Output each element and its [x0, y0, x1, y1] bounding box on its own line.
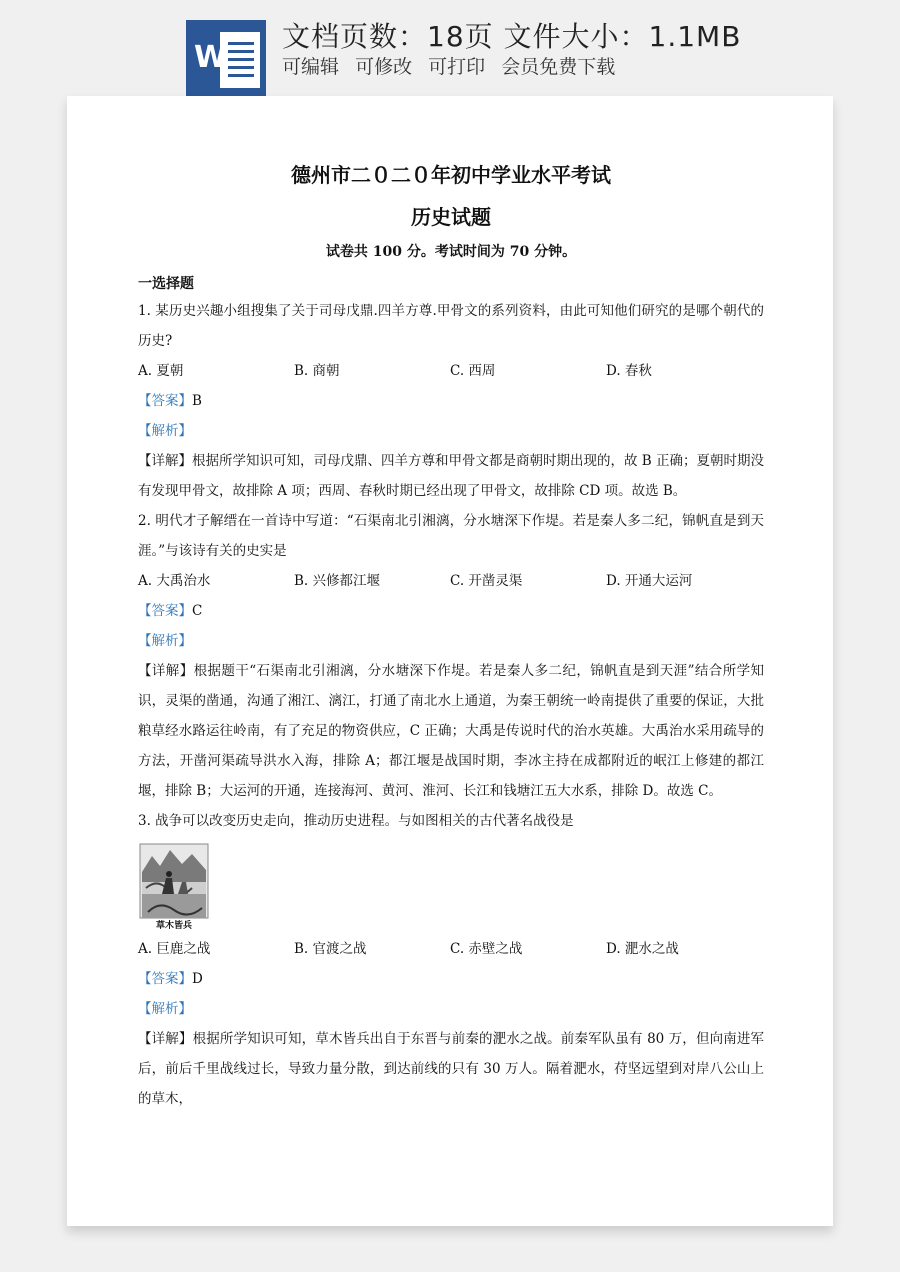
option-b: B. 兴修都江堰	[294, 573, 381, 589]
question-3-answer: 【答案】D	[138, 971, 203, 987]
option-a: A. 大禹治水	[138, 573, 211, 589]
download-banner	[0, 0, 900, 96]
option-a: A. 巨鹿之战	[138, 941, 211, 957]
option-d: D. 春秋	[606, 363, 652, 379]
question-1-answer: 【答案】B	[138, 393, 202, 409]
word-document-icon: W	[186, 20, 266, 96]
exam-title: 德州市二０二０年初中学业水平考试	[291, 163, 611, 187]
question-2-options	[138, 566, 764, 596]
file-info-title: 文档页数：18页 文件大小：1.1MB	[282, 20, 742, 53]
option-c: C. 赤壁之战	[450, 941, 523, 957]
question-3-analysis: 【解析】	[138, 1001, 192, 1017]
question-1-analysis: 【解析】	[138, 423, 192, 439]
figure-caption: 草木皆兵	[155, 921, 192, 931]
feature-printable: 可打印	[428, 56, 486, 78]
question-3-detail: 【详解】根据所学知识可知，草木皆兵出自于东晋与前秦的淝水之战。前秦军队虽有 80 万，但向南进军后，前后千里战线过长，导致力量分散，到达前线的只有 30 万人。隔着淝水，苻坚远望到对岸八公山上的草木，	[138, 1031, 765, 1107]
question-2-stem: 2. 明代才子解缙在一首诗中写道：“石渠南北引湘漓，分水塘深下作堤。若是秦人多二纪，锦帆直是到天涯。”与该诗有关的史实是	[138, 513, 764, 559]
question-2-detail: 【详解】根据题干“石渠南北引湘漓，分水塘深下作堤。若是秦人多二纪，锦帆直是到天涯”结合所学知识，灵渠的凿通，沟通了湘江、漓江，打通了南北水上通道，为秦王朝统一岭南提供了重要的保证，大批粮草经水路运往岭南，有了充足的物资供应，C 正确；大禹是传说时代的治水英雄。大禹治水采用疏导的方法，开凿河渠疏导洪水入海，排除 A；都江堰是战国时期，李冰主持在成都附近的岷江上修建的都江堰，排除 B；大运河的开通，连接海河、黄河、淮河、长江和钱塘江五大水系，排除 D。故选 C。	[138, 663, 764, 799]
question-3-stem: 3. 战争可以改变历史走向，推动历史进程。与如图相关的古代著名战役是	[138, 813, 574, 829]
feature-editable: 可编辑	[282, 56, 340, 78]
option-b: B. 商朝	[294, 363, 340, 379]
exam-note: 试卷共 100 分。考试时间为 70 分钟。	[325, 244, 577, 260]
question-3-options	[138, 934, 764, 964]
section-heading: 一选择题	[138, 276, 194, 292]
document-page	[67, 96, 833, 1226]
question-2-analysis: 【解析】	[138, 633, 192, 649]
question-2-answer: 【答案】C	[138, 603, 203, 619]
subject-title: 历史试题	[411, 205, 491, 229]
option-b: B. 官渡之战	[294, 941, 367, 957]
option-c: C. 西周	[450, 363, 496, 379]
question-1-options	[138, 356, 764, 386]
file-features	[282, 54, 625, 80]
option-d: D. 淝水之战	[606, 941, 679, 957]
option-a: A. 夏朝	[138, 363, 184, 379]
question-1-stem: 1. 某历史兴趣小组搜集了关于司母戊鼎.四羊方尊.甲骨文的系列资料，由此可知他们研究的是哪个朝代的历史?	[138, 303, 764, 349]
feature-modifiable: 可修改	[355, 56, 413, 78]
feature-member-download: 会员免费下载	[501, 56, 616, 78]
question-1-detail: 【详解】根据所学知识可知，司母戊鼎、四羊方尊和甲骨文都是商朝时期出现的，故 B 正确；夏朝时期没有发现甲骨文，故排除 A 项；西周、春秋时期已经出现了甲骨文，故排除 CD 项。故选 B。	[138, 453, 765, 499]
option-d: D. 开通大运河	[606, 573, 693, 589]
option-c: C. 开凿灵渠	[450, 573, 523, 589]
battle-illustration	[138, 842, 210, 920]
question-3-figure	[138, 842, 210, 934]
